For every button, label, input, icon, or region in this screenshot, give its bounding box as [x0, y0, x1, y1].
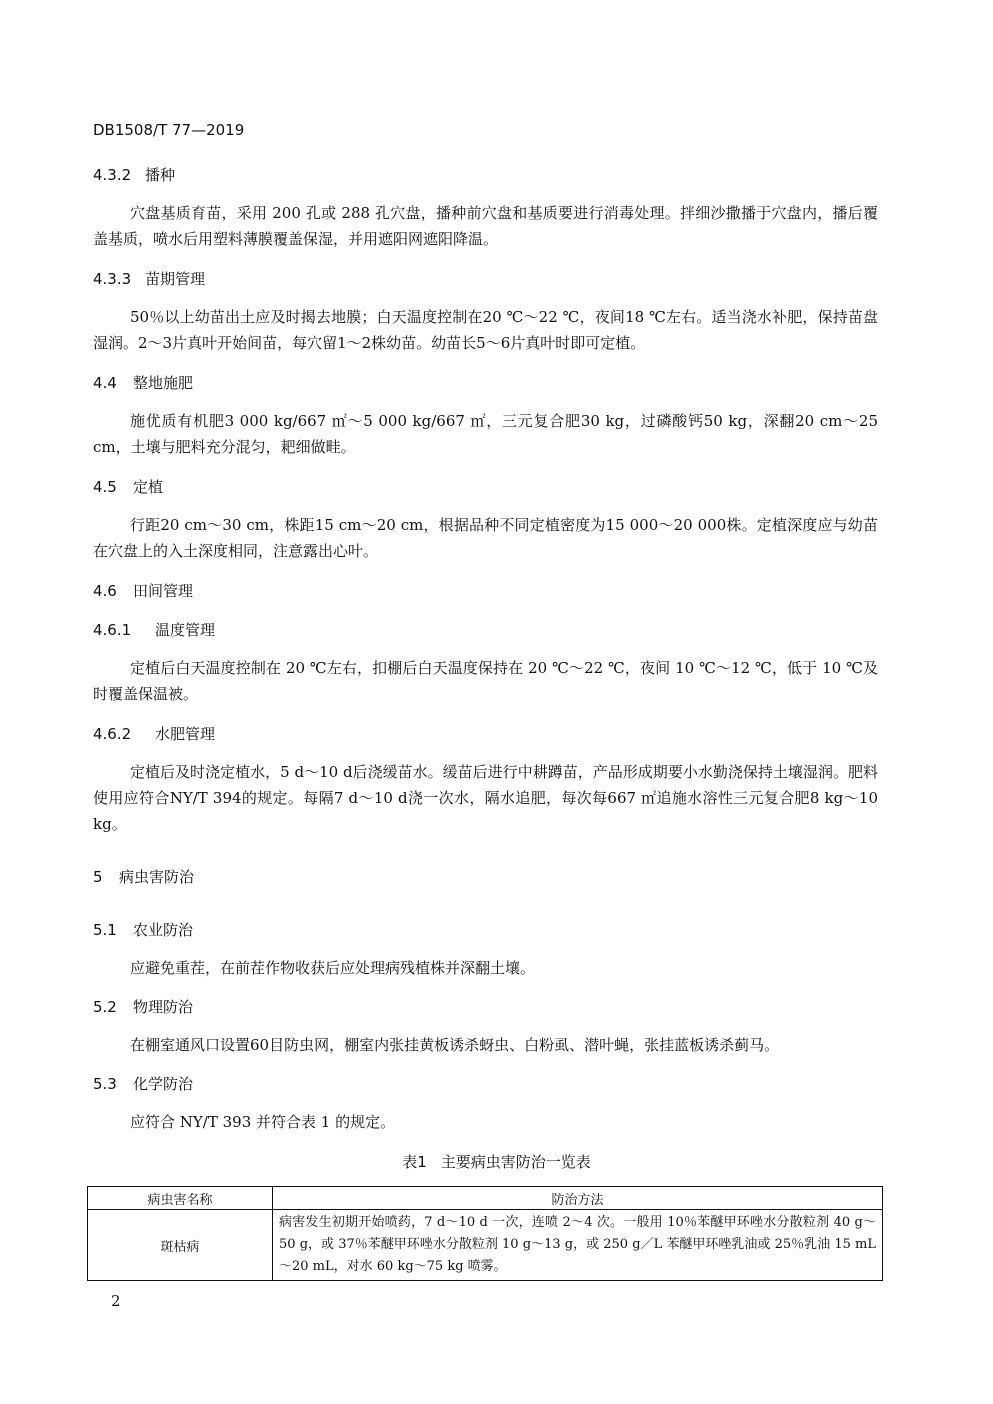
section-number: 5.2: [93, 998, 117, 1016]
section-number: 5: [93, 868, 103, 886]
section-heading-4-6: [93, 580, 193, 601]
column-header-pest-name: 病虫害名称: [88, 1187, 273, 1210]
section-title: 定植: [133, 478, 164, 496]
paragraph-4-6-1: 定植后白天温度控制在 20 ℃左右，扣棚后白天温度保持在 20 ℃～22 ℃，夜间 10 ℃～12 ℃，低于 10 ℃及时覆盖保温被。: [93, 659, 878, 703]
section-heading-5: [93, 866, 194, 887]
section-number: 4.3.3: [93, 270, 132, 288]
document-code: DB1508/T 77—2019: [93, 121, 245, 139]
table-row: [88, 1210, 883, 1281]
column-header-control-method: 防治方法: [273, 1187, 883, 1210]
section-number: 4.6: [93, 582, 117, 600]
section-heading-4-6-2: [93, 723, 215, 744]
section-number: 4.6.1: [93, 621, 132, 639]
paragraph-5-1: 应避免重茬，在前茬作物收获后应处理病残植株并深翻土壤。: [130, 959, 536, 977]
table-caption-title: 主要病虫害防治一览表: [440, 1153, 591, 1171]
section-number: 4.6.2: [93, 725, 132, 743]
section-title: 农业防治: [133, 921, 194, 939]
section-heading-4-4: [93, 372, 193, 393]
paragraph-4-3-3: 50％以上幼苗出土应及时揭去地膜；白天温度控制在20 ℃～22 ℃，夜间18 ℃左右。适当浇水补肥，保持苗盘湿润。2～3片真叶开始间苗，每穴留1～2株幼苗。幼苗长5～6片真叶时即可定植。: [93, 308, 878, 352]
section-heading-4-3-3: [93, 268, 205, 289]
paragraph-4-3-2: 穴盘基质育苗，采用 200 孔或 288 孔穴盘，播种前穴盘和基质要进行消毒处理。拌细沙撒播于穴盘内，播后覆盖基质，喷水后用塑料薄膜覆盖保湿，并用遮阳网遮阳降温。: [93, 204, 878, 248]
section-heading-4-3-2: [93, 164, 175, 185]
section-number: 5.1: [93, 921, 117, 939]
table-caption-number: 表1: [402, 1153, 427, 1171]
section-heading-4-5: [93, 476, 163, 497]
section-title: 田间管理: [133, 582, 194, 600]
section-heading-5-1: [93, 919, 193, 940]
control-method-cell: 病害发生初期开始喷药，7 d～10 d 一次，连喷 2～4 次。一般用 10％苯醚甲环唑水分散粒剂 40 g～50 g，或 37％苯醚甲环唑水分散粒剂 10 g～13 g，或 250 g／L 苯醚甲环唑乳油或 25％乳油 15 mL～20 mL，对水 60 kg～75 kg 喷雾。: [273, 1210, 883, 1281]
section-title: 水肥管理: [155, 725, 216, 743]
section-title: 整地施肥: [133, 374, 194, 392]
section-title: 化学防治: [133, 1075, 194, 1093]
section-number: 4.5: [93, 478, 117, 496]
paragraph-4-6-2: 定植后及时浇定植水，5 d～10 d后浇缓苗水。缓苗后进行中耕蹲苗，产品形成期要小水勤浇保持土壤湿润。肥料使用应符合NY/T 394的规定。每隔7 d～10 d浇一次水，隔水追肥，每次每667 ㎡追施水溶性三元复合肥8 kg～10 kg。: [93, 763, 878, 833]
paragraph-5-2: 在棚室通风口设置60目防虫网，棚室内张挂黄板诱杀蚜虫、白粉虱、潜叶蝇，张挂蓝板诱杀蓟马。: [130, 1036, 780, 1054]
section-title: 物理防治: [133, 998, 194, 1016]
pest-control-table: [87, 1186, 883, 1281]
table-caption: [0, 1151, 993, 1172]
paragraph-4-5: 行距20 cm～30 cm，株距15 cm～20 cm，根据品种不同定植密度为15 000～20 000株。定植深度应与幼苗在穴盘上的入土深度相同，注意露出心叶。: [93, 516, 878, 560]
section-title: 病虫害防治: [119, 868, 195, 886]
pest-name-cell: 斑枯病: [88, 1210, 273, 1281]
section-heading-5-2: [93, 996, 193, 1017]
section-heading-4-6-1: [93, 619, 215, 640]
paragraph-5-3: 应符合 NY/T 393 并符合表 1 的规定。: [130, 1113, 396, 1131]
section-number: 4.4: [93, 374, 117, 392]
section-title: 温度管理: [155, 621, 216, 639]
section-title: 播种: [145, 166, 176, 184]
section-title: 苗期管理: [145, 270, 206, 288]
paragraph-4-4: 施优质有机肥3 000 kg/667 ㎡～5 000 kg/667 ㎡，三元复合肥30 kg，过磷酸钙50 kg，深翻20 cm～25 cm，土壤与肥料充分混匀，耙细做畦。: [93, 412, 878, 456]
section-heading-5-3: [93, 1073, 193, 1094]
page-number: 2: [111, 1292, 121, 1310]
section-number: 4.3.2: [93, 166, 132, 184]
section-number: 5.3: [93, 1075, 117, 1093]
table-header-row: [88, 1187, 883, 1210]
